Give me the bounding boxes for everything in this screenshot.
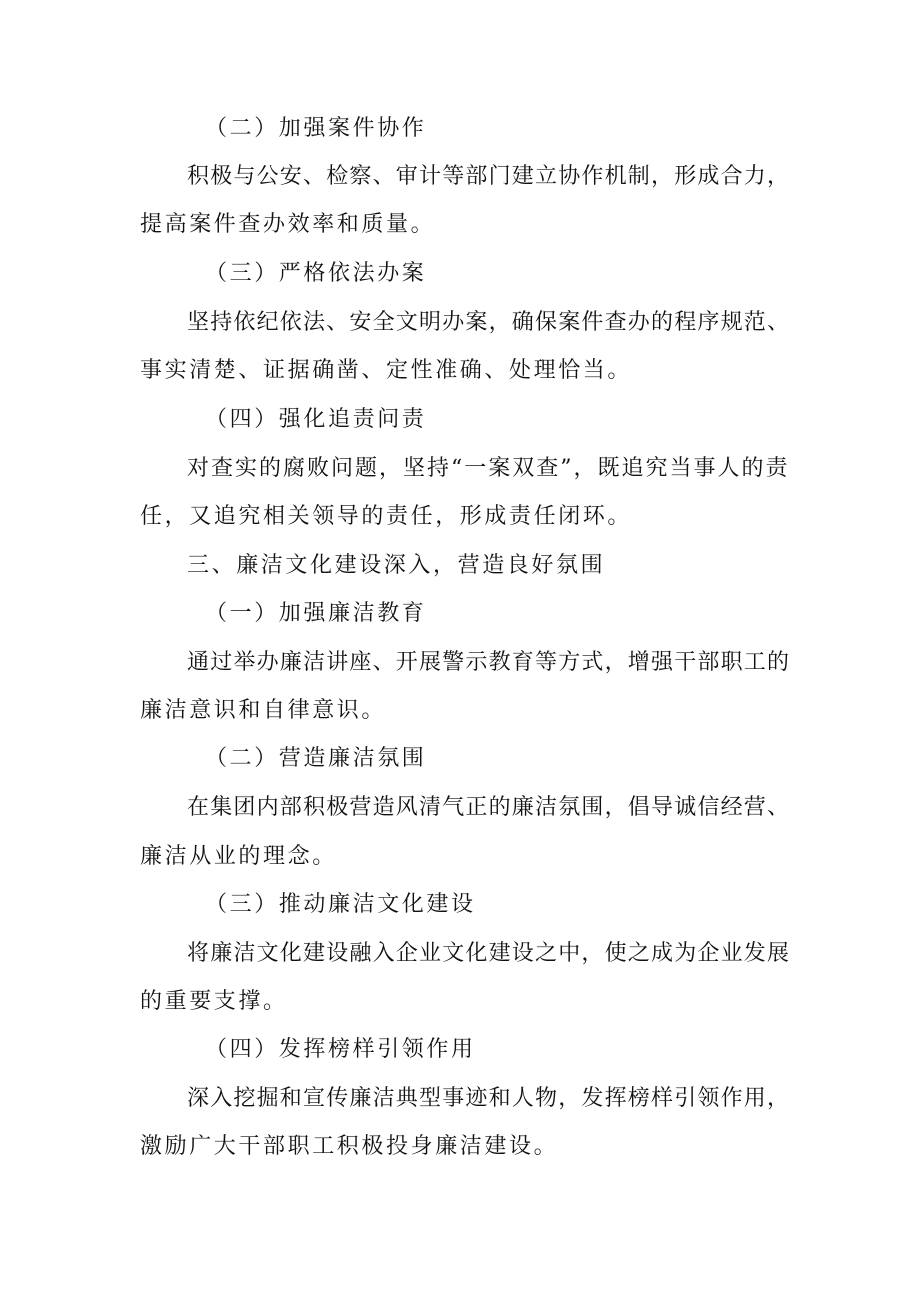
subsection-heading: （二）营造廉洁氛围 [205,746,427,771]
paragraph-line: 坚持依纪依法、安全文明办案，确保案件查办的程序规范、 [187,310,791,335]
subsection-heading: （四）强化追责问责 [205,407,427,432]
subsection-heading: （四）发挥榜样引领作用 [205,1037,476,1062]
paragraph-line: 在集团内部积极营造风清气正的廉洁氛围，倡导诚信经营、 [187,795,791,820]
paragraph-line: 深入挖掘和宣传廉洁典型事迹和人物，发挥榜样引领作用， [187,1086,791,1111]
paragraph-line: 对查实的腐败问题，坚持“一案双查”，既追究当事人的责 [187,456,790,481]
paragraph-line: 激励广大干部职工积极投身廉洁建设。 [140,1134,559,1159]
paragraph-line: 积极与公安、检察、审计等部门建立协作机制，形成合力， [187,164,791,189]
paragraph-line: 廉洁从业的理念。 [140,844,337,869]
paragraph-line: 将廉洁文化建设融入企业文化建设之中，使之成为企业发展 [187,941,791,966]
subsection-heading: （一）加强廉洁教育 [205,601,427,626]
paragraph-line: 的重要支撑。 [140,989,288,1014]
section-heading: 三、廉洁文化建设深入，营造良好氛围 [187,553,606,578]
paragraph-line: 通过举办廉洁讲座、开展警示教育等方式，增强干部职工的 [187,650,791,675]
subsection-heading: （三）严格依法办案 [205,261,427,286]
paragraph-line: 任，又追究相关领导的责任，形成责任闭环。 [140,504,633,529]
subsection-heading: （三）推动廉洁文化建设 [205,892,476,917]
paragraph-line: 提高案件查办效率和质量。 [140,212,436,237]
paragraph-line: 事实清楚、证据确凿、定性准确、处理恰当。 [140,358,633,383]
paragraph-line: 廉洁意识和自律意识。 [140,698,387,723]
subsection-heading: （二）加强案件协作 [205,116,427,141]
